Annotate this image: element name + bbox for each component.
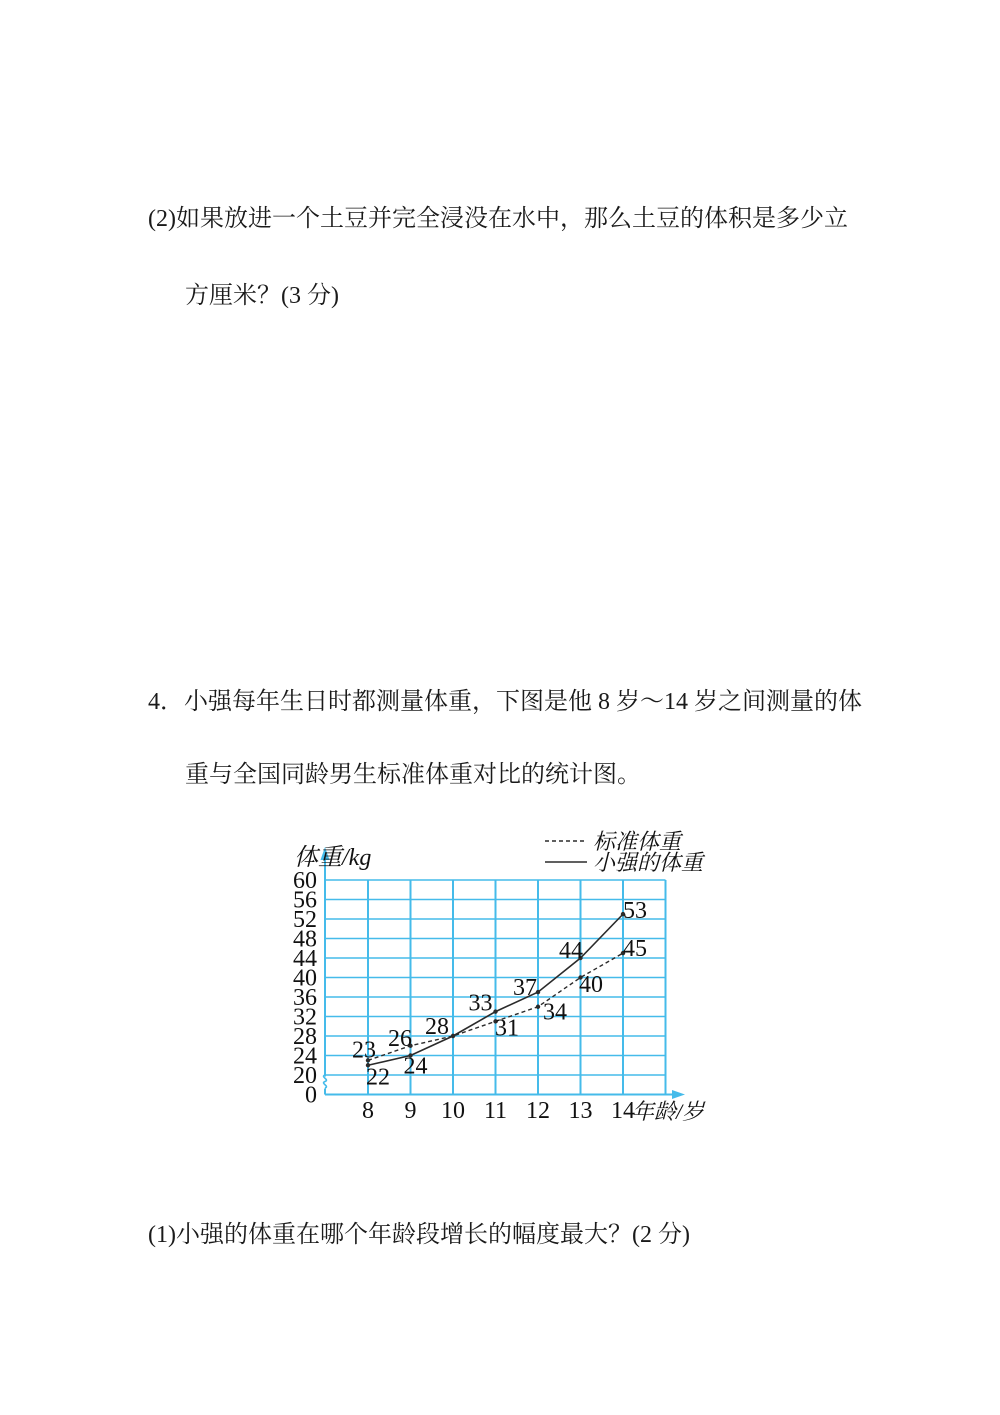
data-point: [451, 1034, 455, 1038]
data-label: 40: [579, 972, 603, 998]
data-label: 33: [468, 990, 493, 1017]
y-tick-label: 36: [293, 985, 317, 1011]
y-axis-title: 体重/kg: [294, 845, 372, 871]
data-label: 31: [495, 1015, 519, 1042]
y-tick-label: 56: [293, 887, 317, 914]
question-4-text-line2: 重与全国同龄男生标准体重对比的统计图。: [185, 762, 641, 788]
data-label: 22: [366, 1064, 390, 1091]
y-tick-label: 60: [293, 868, 317, 894]
legend-label: 标准体重: [593, 829, 682, 854]
question-4-sub1-text: (1)小强的体重在哪个年龄段增长的幅度最大？(2 分): [148, 1222, 690, 1248]
y-tick-label: 0: [305, 1082, 317, 1109]
x-tick-label: 10: [441, 1098, 465, 1124]
y-tick-label: 28: [293, 1024, 317, 1050]
weight-comparison-chart: [270, 818, 730, 1128]
data-label: 28: [425, 1014, 449, 1040]
x-tick-label: 12: [526, 1098, 550, 1124]
x-tick-label: 8: [362, 1098, 374, 1124]
x-tick-label: 13: [568, 1098, 593, 1124]
y-tick-label: 32: [293, 1004, 317, 1031]
legend-label: 小强的体重: [593, 850, 704, 875]
x-axis-arrow-icon: [672, 1090, 685, 1099]
y-tick-label: 52: [293, 907, 317, 933]
data-label: 23: [352, 1037, 376, 1064]
question-2-text-line1: (2)如果放进一个土豆并完全浸没在水中，那么土豆的体积是多少立: [148, 206, 848, 232]
data-label: 53: [623, 898, 647, 925]
data-label: 44: [559, 938, 583, 964]
x-tick-label: 9: [404, 1098, 417, 1124]
y-tick-label: 40: [293, 965, 317, 992]
question-4-text-line1: 4．小强每年生日时都测量体重，下图是他 8 岁～14 岁之间测量的体: [148, 689, 862, 715]
y-tick-label: 20: [293, 1063, 317, 1089]
x-tick-label: 14: [611, 1098, 635, 1124]
y-tick-label: 44: [293, 946, 317, 972]
question-2-text-line2: 方厘米？(3 分): [185, 283, 339, 309]
weight-chart-svg: [270, 818, 730, 1128]
data-point: [493, 1009, 497, 1013]
y-tick-label: 24: [293, 1043, 317, 1070]
data-label: 37: [513, 975, 537, 1002]
data-label: 26: [388, 1025, 412, 1052]
x-tick-label: 11: [483, 1098, 508, 1124]
data-point: [536, 1005, 540, 1009]
data-label: 34: [543, 999, 567, 1026]
data-label: 24: [403, 1053, 428, 1080]
x-axis-title: 年龄/岁: [632, 1099, 705, 1124]
data-label: 45: [623, 936, 647, 963]
y-tick-label: 48: [293, 926, 317, 953]
